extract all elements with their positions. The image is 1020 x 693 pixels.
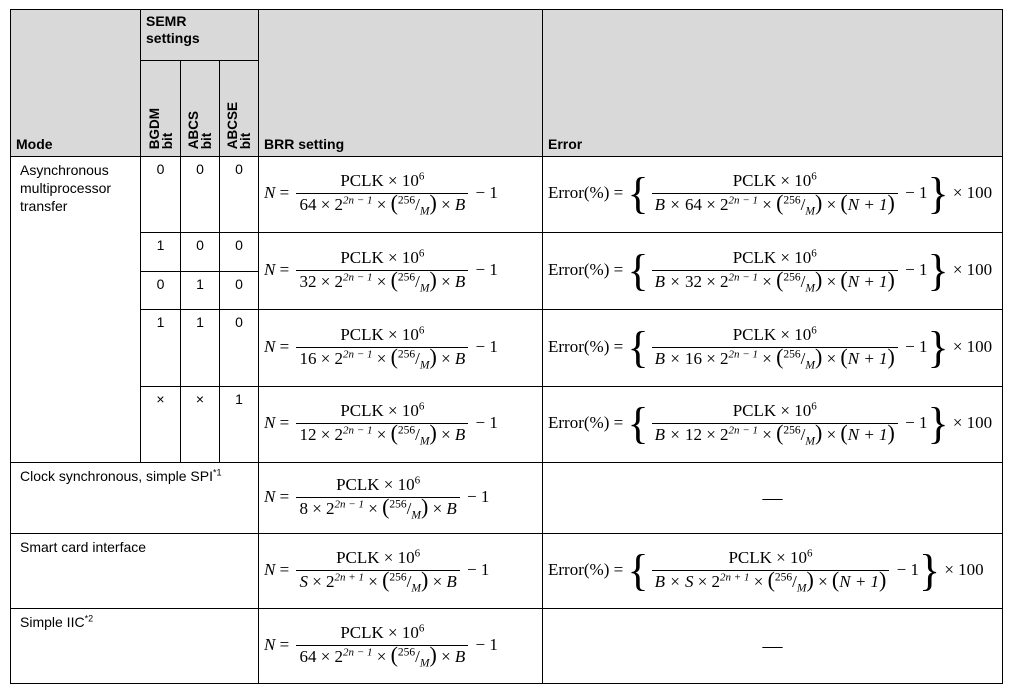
table-row [11,609,1003,684]
abcse-value: 0 [220,233,259,272]
brr-formula: N = $\frac{PCLK \times 10^6}{16 \times 2^{2n - 1} \times (^{256}/_M) \times B}$ − 1 [259,310,543,387]
brr-formula: N = $\frac{PCLK \times 10^6}{64 \times 2^{2n - 1} \times (^{256}/_M) \times B}$ − 1 [259,609,543,684]
numerator: PCLK × $10^6$ [340,247,425,267]
table-row [11,233,1003,272]
exponent: 2n − 1 [728,271,758,284]
error-formula: Error(%) = { $\frac{PCLK \times 10^6}{B \times 16 \times 2^{2n - 1} \times (^{256}/_M) \times (N + 1)}$ − 1} × 100 [543,310,1003,387]
n-symbol: N [264,336,276,356]
table-row [11,157,1003,233]
header-mode: Mode [11,10,141,157]
right-brace: } [927,322,949,372]
times-100: × 100 [944,559,984,579]
left-brace: { [627,245,649,295]
divisor: S [299,571,308,591]
denominator: $S \times 2^{2n + 1} \times (^{256}/_M) \times B$ [296,570,459,594]
divisor: 64 [299,646,317,666]
exponent: 2n − 1 [728,424,758,437]
bgdm-value: 0 [141,157,181,233]
right-brace: } [918,545,941,595]
denominator: $B \times 32 \times 2^{2n - 1} \times (^{256}/_M) \times (N + 1)$ [652,270,898,294]
divisor: 32 [684,271,702,291]
semr-label: SEMR settings [146,13,200,46]
numerator: PCLK × $10^6$ [340,324,425,344]
denominator: $8 \times 2^{2n - 1} \times (^{256}/_M) \times B$ [296,497,459,521]
error-label: Error(%) = [548,183,624,203]
fraction [652,248,898,294]
footnote-ref: *2 [84,613,94,624]
mode-smart-card: Smart card interface [11,534,259,609]
exponent: 2n − 1 [728,194,758,207]
abcse-value: 0 [220,272,259,310]
denominator: $B \times 64 \times 2^{2n - 1} \times (^{256}/_M) \times (N + 1)$ [652,193,898,217]
abcs-value: 1 [181,272,220,310]
error-label: Error(%) = [548,413,624,433]
fraction [296,248,468,294]
abcs-value: 1 [181,310,220,387]
exponent: 2n − 1 [343,194,373,207]
right-brace: } [927,169,949,219]
left-brace: { [627,169,649,219]
n-symbol: N [264,486,276,506]
divisor: 12 [684,425,702,445]
dash: — [762,634,783,657]
divisor: 12 [299,425,317,445]
divisor: 16 [684,348,702,368]
divisor: 64 [299,195,317,215]
mode-clock-sync: Clock synchronous, simple SPI$^{*1}$ [11,463,259,534]
right-brace: } [927,399,949,449]
denominator: $64 \times 2^{2n - 1} \times (^{256}/_M) \times B$ [296,645,468,669]
brr-formula: N = $\frac{PCLK \times 10^6}{32 \times 2^{2n - 1} \times (^{256}/_M) \times B}$ − 1 [259,233,543,310]
exponent: 2n − 1 [343,424,373,437]
n-symbol: N [264,559,276,579]
mode-async: Asynchronous multiprocessor transfer [11,157,141,463]
error-label: Error(%) = [548,559,624,579]
bgdm-value: 1 [141,233,181,272]
table-row [11,463,1003,534]
divisor: 64 [684,195,702,215]
table-row [11,387,1003,463]
n-symbol: N [264,259,276,279]
denominator: $32 \times 2^{2n - 1} \times (^{256}/_M) \times B$ [296,270,468,294]
denominator: $12 \times 2^{2n - 1} \times (^{256}/_M) \times B$ [296,423,468,447]
times-100: × 100 [952,336,993,356]
header-abcs-bit: ABCS bit [181,61,220,157]
error-formula: Error(%) = { $\frac{PCLK \times 10^6}{B \times 12 \times 2^{2n - 1} \times (^{256}/_M) \times (N + 1)}$ − 1} × 100 [543,387,1003,463]
error-formula: Error(%) = { $\frac{PCLK \times 10^6}{B \times S \times 2^{2n + 1} \times (^{256}/_M) \times (N + 1)}$ − 1} × 100 [543,534,1003,609]
abcse-value: 1 [220,387,259,463]
n-symbol: N [264,634,276,654]
fraction [296,325,468,371]
abcs-value: 0 [181,233,220,272]
bgdm-value: × [141,387,181,463]
fraction [296,475,459,521]
error-none [543,609,1003,684]
header-abcse-bit: ABCSE bit [220,61,259,157]
brr-formula: N = $\frac{PCLK \times 10^6}{12 \times 2^{2n - 1} \times (^{256}/_M) \times B}$ − 1 [259,387,543,463]
abcs-value: 0 [181,157,220,233]
fraction [296,401,468,447]
numerator: PCLK × $10^6$ [732,400,817,421]
numerator: PCLK × $10^6$ [340,622,425,642]
exponent: 2n + 1 [334,571,364,584]
numerator: PCLK × $10^6$ [340,400,425,421]
times-100: × 100 [952,183,993,203]
numerator: PCLK × $10^6$ [336,474,421,494]
divisor: S [684,571,694,591]
abcse-value: 0 [220,157,259,233]
table-row [11,534,1003,609]
times-100: × 100 [952,259,993,279]
error-formula: Error(%) = { $\frac{PCLK \times 10^6}{B \times 64 \times 2^{2n - 1} \times (^{256}/_M) \times (N + 1)}$ − 1} × 100 [543,157,1003,233]
left-brace: { [627,322,649,372]
numerator: PCLK × $10^6$ [336,547,421,567]
bgdm-value: 0 [141,272,181,310]
fraction [652,548,890,594]
divisor: 16 [299,348,317,368]
denominator: $B \times 16 \times 2^{2n - 1} \times (^{256}/_M) \times (N + 1)$ [652,347,898,371]
exponent: 2n − 1 [343,271,373,284]
bgdm-value: 1 [141,310,181,387]
exponent: 2n − 1 [343,348,373,361]
fraction [296,171,468,217]
divisor: 32 [299,271,317,291]
numerator: PCLK × $10^6$ [732,170,817,191]
header-semr-settings [141,10,259,61]
fraction [296,548,459,594]
left-brace: { [627,545,649,595]
error-label: Error(%) = [548,336,624,356]
abcs-value: × [181,387,220,463]
exponent: 2n − 1 [728,348,758,361]
brr-formula: N = $\frac{PCLK \times 10^6}{64 \times 2^{2n - 1} \times (^{256}/_M) \times B}$ − 1 [259,157,543,233]
brr-settings-table [10,9,1003,684]
numerator: PCLK × $10^6$ [732,324,817,344]
numerator: PCLK × $10^6$ [728,547,813,567]
table-row [11,310,1003,387]
right-brace: } [927,245,949,295]
error-none [543,463,1003,534]
divisor: 8 [299,498,308,518]
denominator: $64 \times 2^{2n - 1} \times (^{256}/_M) \times B$ [296,193,468,217]
times-100: × 100 [952,413,993,433]
n-symbol: N [264,183,276,203]
brr-formula: N = $\frac{PCLK \times 10^6}{8 \times 2^{2n - 1} \times (^{256}/_M) \times B}$ − 1 [259,463,543,534]
exponent: 2n − 1 [343,646,373,659]
exponent: 2n + 1 [720,571,750,584]
numerator: PCLK × $10^6$ [340,170,425,191]
fraction [296,623,468,669]
header-error: Error [543,10,1003,157]
fraction [652,401,898,447]
dash: — [762,486,783,509]
brr-formula: N = $\frac{PCLK \times 10^6}{S \times 2^{2n + 1} \times (^{256}/_M) \times B}$ − 1 [259,534,543,609]
header-bgdm-bit: BGDM bit [141,61,181,157]
denominator: $16 \times 2^{2n - 1} \times (^{256}/_M) \times B$ [296,347,468,371]
numerator: PCLK × $10^6$ [732,247,817,267]
error-label: Error(%) = [548,259,624,279]
exponent: 2n − 1 [334,498,364,511]
denominator: $B \times S \times 2^{2n + 1} \times (^{256}/_M) \times (N + 1)$ [652,570,890,594]
error-formula: Error(%) = { $\frac{PCLK \times 10^6}{B \times 32 \times 2^{2n - 1} \times (^{256}/_M) \times (N + 1)}$ − 1} × 100 [543,233,1003,310]
left-brace: { [627,399,649,449]
footnote-ref: *1 [212,467,222,478]
mode-simple-iic: Simple IIC$^{*2}$ [11,609,259,684]
abcse-value: 0 [220,310,259,387]
n-symbol: N [264,413,276,433]
denominator: $B \times 12 \times 2^{2n - 1} \times (^{256}/_M) \times (N + 1)$ [652,423,898,447]
fraction [652,325,898,371]
header-brr-setting: BRR setting [259,10,543,157]
fraction [652,171,898,217]
